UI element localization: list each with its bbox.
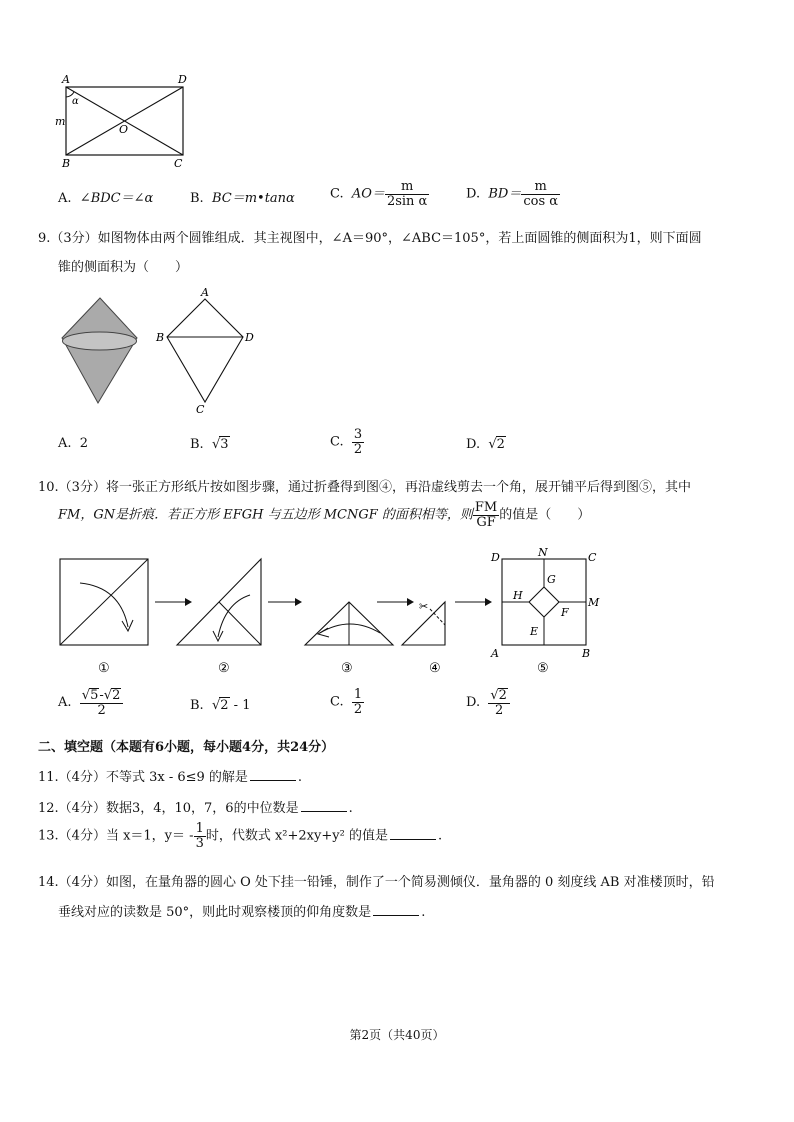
numerator: 1	[353, 687, 363, 702]
option-label: B.	[190, 698, 204, 713]
option-text: BC＝m•tanα	[211, 191, 295, 206]
option-text: ∠BDC＝∠α	[79, 191, 154, 206]
option-label: D.	[466, 186, 481, 202]
option-label: A.	[58, 695, 72, 711]
answer-blank[interactable]	[390, 839, 436, 840]
q10-text-line2	[58, 501, 590, 529]
step-caption-3: ③	[341, 661, 353, 676]
label-c: C	[196, 403, 205, 416]
label-m: M	[588, 596, 600, 609]
fraction	[473, 501, 499, 529]
numerator: m	[385, 180, 429, 195]
q12-line	[38, 797, 353, 816]
label-alpha: α	[72, 96, 79, 107]
option-label: D.	[466, 695, 481, 711]
numerator: FM	[474, 500, 498, 515]
label-f: F	[561, 606, 569, 619]
fraction	[488, 688, 510, 717]
q9-option-d: D. √2	[466, 437, 505, 452]
q14-text-line1: 14.（4分）如图，在量角器的圆心 O 处下挂一铅锤，制作了一个简易测倾仪．量角器的 0 刻度线 AB 对准楼顶时，铅	[38, 875, 715, 890]
step-caption-2: ②	[218, 661, 230, 676]
q13-post: 时，代数式 x²+2xy+y² 的值是	[205, 828, 388, 844]
radicand: 2	[498, 688, 507, 703]
q10-option-a	[58, 688, 123, 717]
step4-cut-dashed-line	[430, 609, 445, 625]
fraction	[80, 688, 124, 717]
q9-option-c	[330, 428, 364, 456]
radicand: 2	[496, 437, 505, 452]
q12-text: 12.（4分）数据3，4，10，7，6的中位数是	[38, 801, 299, 816]
radicand: 3	[220, 437, 229, 452]
answer-blank[interactable]	[250, 780, 296, 781]
arrowhead	[185, 598, 192, 606]
option-label: C.	[330, 694, 344, 710]
q9-text-line1: 9.（3分）如图物体由两个圆锥组成．其主视图中，∠A＝90°，∠ABC＝105°，若上面圆锥的侧面积为1，则下面圆	[38, 231, 702, 246]
q13-line	[38, 822, 442, 850]
label-d: D	[178, 73, 187, 86]
step2-fold-line	[219, 602, 261, 645]
label-b: B	[582, 647, 591, 660]
option-tail: - 1	[229, 698, 251, 713]
step3-fold-arrow	[320, 624, 380, 633]
q9-option-b: B. √3	[190, 437, 229, 452]
option-label: B.	[190, 191, 204, 206]
denominator: 2	[353, 441, 363, 457]
label-d: D	[491, 551, 500, 564]
radicand: 5	[90, 688, 99, 703]
label-e: E	[530, 625, 539, 638]
step1-fold-arrow	[80, 583, 128, 627]
numerator: 3	[353, 427, 363, 442]
q13-end: .	[437, 828, 443, 844]
q10-option-b: B. √2 - 1	[190, 698, 251, 713]
q11-text: 11.（4分）不等式 3x - 6≤9 的解是	[38, 770, 248, 785]
label-a: A	[201, 286, 209, 299]
fraction	[352, 688, 364, 716]
q11-line	[38, 766, 302, 785]
q14-text-line2: 垂线对应的读数是 50°，则此时观察楼顶的仰角度数是	[58, 905, 372, 920]
arrowhead	[295, 598, 302, 606]
option-prefix: BD＝	[488, 186, 522, 202]
step2-fold-arrow	[218, 595, 250, 637]
label-a: A	[62, 73, 70, 86]
label-b: B	[156, 331, 165, 344]
label-a: A	[491, 647, 499, 660]
q10-option-d	[466, 688, 510, 717]
q8-option-b	[190, 187, 295, 206]
cone-base-ellipse	[63, 332, 137, 350]
option-label: A.	[58, 436, 72, 451]
q9-front-view-figure	[150, 285, 260, 420]
page-footer: 第2页（共40页）	[349, 1028, 445, 1042]
label-n: N	[538, 546, 548, 559]
denominator: cos α	[523, 193, 559, 209]
numerator: √2	[488, 688, 510, 704]
answer-blank[interactable]	[373, 915, 419, 916]
numerator: m	[521, 180, 560, 195]
kite-abcd	[167, 299, 243, 402]
label-o: O	[119, 123, 129, 136]
q9-text-line2: 锥的侧面积为（ ）	[58, 260, 189, 275]
answer-blank[interactable]	[301, 811, 347, 812]
q14-end: .	[421, 905, 426, 920]
q9-double-cone-figure	[55, 295, 150, 405]
fraction	[194, 822, 206, 850]
denominator: 2sin α	[386, 193, 428, 209]
radicand: 2	[112, 688, 121, 703]
q12-end: .	[348, 801, 353, 816]
option-prefix: AO＝	[351, 186, 385, 202]
numerator: √5-√2	[80, 688, 124, 704]
q14-line2	[58, 901, 425, 920]
step-caption-1: ①	[98, 661, 110, 676]
q10-line2-pre: FM，GN是折痕．若正方形 EFGH 与五边形 MCNGF 的面积相等，则	[58, 507, 473, 523]
q8-option-c	[330, 180, 429, 208]
radicand: 2	[220, 698, 229, 713]
option-label: C.	[330, 186, 344, 202]
scissors-icon: ✂	[419, 600, 429, 613]
label-g: G	[547, 573, 556, 586]
denominator: 2	[353, 701, 363, 717]
option-label: B.	[190, 437, 204, 452]
label-b: B	[62, 157, 71, 170]
label-c: C	[588, 551, 597, 564]
label-h: H	[513, 589, 523, 602]
fraction	[521, 180, 560, 208]
q11-end: .	[297, 770, 303, 785]
q10-line2-post: 的值是（ ）	[499, 507, 591, 523]
minus-sign: -	[99, 688, 104, 703]
q10-text-line1: 10.（3分）将一张正方形纸片按如图步骤，通过折叠得到图④，再沿虚线剪去一个角，展开铺平后得到图⑤，其中	[38, 480, 691, 495]
option-label: C.	[330, 434, 344, 450]
q10-folding-steps-figure	[50, 545, 620, 680]
denominator: 2	[495, 702, 504, 718]
option-label: A.	[58, 191, 72, 206]
arrowhead	[407, 598, 414, 606]
label-m: m	[55, 115, 66, 128]
label-d: D	[245, 331, 254, 344]
q8-option-a	[58, 187, 153, 206]
numerator: 1	[195, 821, 204, 836]
q10-option-c	[330, 688, 364, 716]
fraction	[352, 428, 364, 456]
q8-rectangle-figure	[50, 70, 200, 170]
denominator: 2	[97, 702, 106, 718]
step-caption-5: ⑤	[537, 661, 549, 676]
step-caption-4: ④	[429, 661, 441, 676]
denominator: 3	[195, 835, 204, 851]
arrowhead	[485, 598, 492, 606]
fraction	[385, 180, 429, 208]
q13-pre: 13.（4分）当 x＝1，y＝ -	[38, 828, 194, 844]
option-label: D.	[466, 437, 481, 452]
q9-option-a	[58, 436, 88, 451]
square-efgh	[529, 587, 559, 617]
q8-option-d	[466, 180, 560, 208]
denominator: GF	[476, 514, 496, 530]
section-title: 二、填空题（本题有6小题，每小题4分，共24分）	[38, 740, 335, 755]
step1-diagonal	[60, 559, 148, 645]
label-c: C	[174, 157, 183, 170]
option-text: 2	[79, 436, 89, 451]
